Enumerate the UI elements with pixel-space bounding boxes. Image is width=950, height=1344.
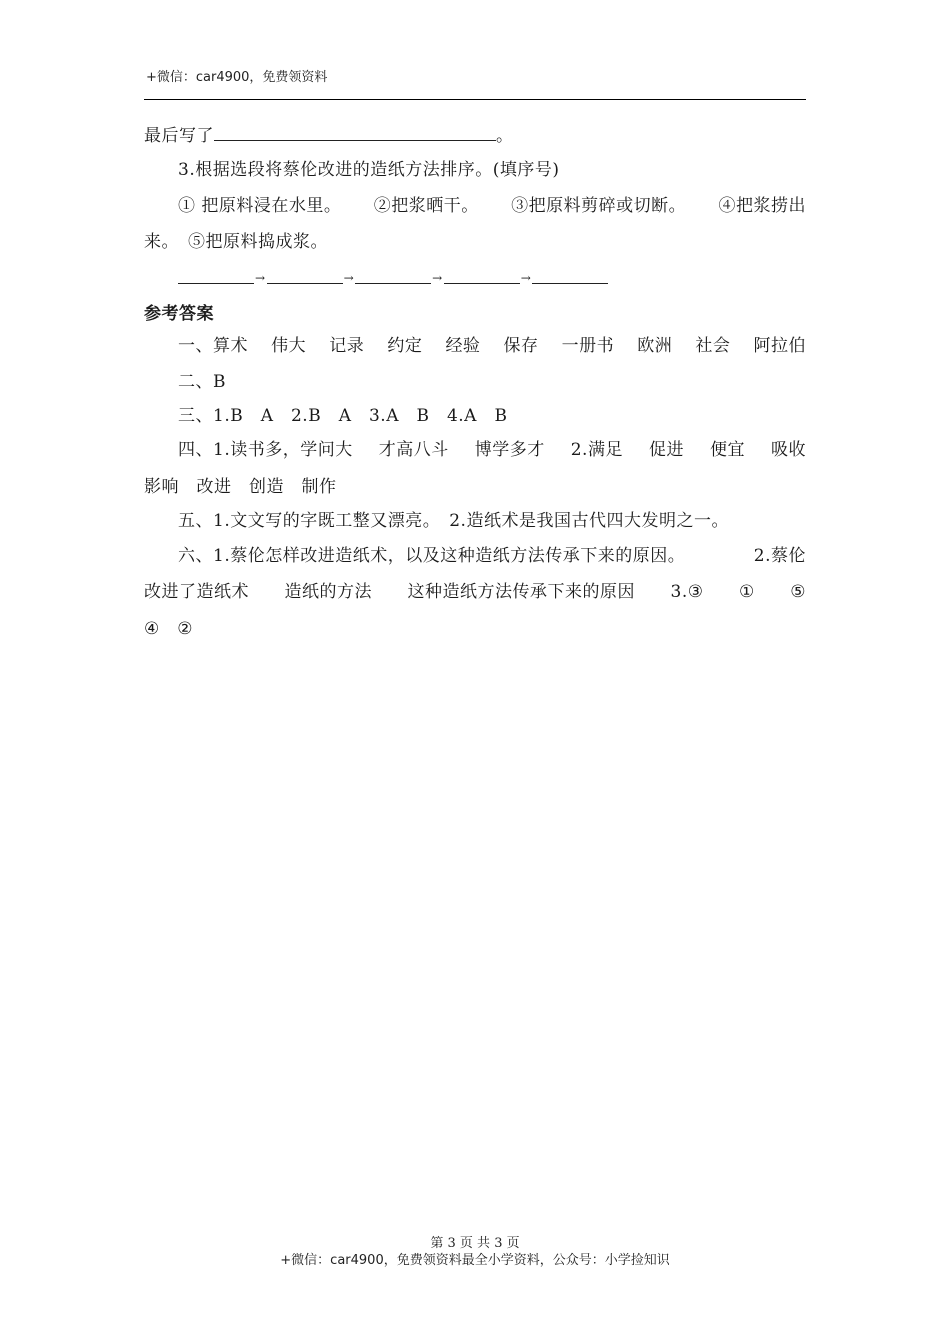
answer-one-item: 欧洲 [637,336,673,356]
answer-six-item: ① [738,582,755,602]
answer-six-line1 [178,544,806,568]
sequence-blank-3[interactable] [355,267,431,284]
sequence-blank-1[interactable] [178,267,254,284]
page-number: 第 3 页 共 3 页 [430,1236,520,1251]
sequence-blank-5[interactable] [532,267,608,284]
answer-six-line3: ④ ② [144,619,193,639]
answer-one-item: 一、算术 [178,336,248,356]
last-written-suffix: 。 [496,126,514,146]
option-4-tail: 来。 [144,232,171,252]
answer-four-item: 四、1.读书多，学问大 [178,440,353,460]
answer-one-item: 保存 [503,336,539,356]
arrow-icon: → [432,271,443,285]
arrow-icon: → [343,271,355,285]
answer-blank[interactable] [214,124,496,141]
header-contact: +微信：car4900，免费领资料 [146,70,328,85]
answer-six-item: 六、1.蔡伦怎样改进造纸术，以及这种造纸方法传承下来的原因。 [178,546,686,566]
answer-four-item: 博学多才 [474,440,545,460]
answer-four-line1 [178,438,806,462]
answer-six-line2 [144,580,806,604]
arrow-icon: → [520,271,532,285]
option-2: ②把浆晒干。 [373,196,479,216]
option-1: ① 把原料浸在水里。 [178,196,342,216]
answer-six-item: 改进了造纸术 [144,582,249,602]
answer-six-item: ⑤ [790,582,806,602]
answer-one-item: 伟大 [271,336,307,356]
answer-four-item: 便宜 [709,440,745,460]
answer-two: 二、B [178,372,226,392]
answer-six-item: 3.③ [670,582,704,602]
answer-four-line2: 影响 改进 创造 制作 [144,477,337,497]
answer-one-item: 约定 [387,336,423,356]
q3-options-line2 [144,230,328,254]
q3-prompt: 3.根据选段将蔡伦改进的造纸方法排序。(填序号) [178,160,560,180]
answer-one [178,334,806,358]
answer-four-item: 促进 [648,440,684,460]
sequence-blank-4[interactable] [444,267,520,284]
option-4: ④把浆捞出 [718,196,806,216]
header-divider [144,99,806,100]
answer-six-item: 造纸的方法 [284,582,372,602]
answer-one-item: 阿拉伯 [753,336,806,356]
answer-four-item: 吸收 [770,440,806,460]
last-written-line [144,124,514,148]
answer-one-item: 记录 [329,336,365,356]
answer-one-item: 社会 [695,336,731,356]
answer-five: 五、1.文文写的字既工整又漂亮。 2.造纸术是我国古代四大发明之一。 [178,511,729,531]
answer-six-item: 2.蔡伦 [753,546,806,566]
footer-note: +微信：car4900，免费领资料最全小学资料，公众号：小学捡知识 [280,1253,670,1268]
answer-one-item: 一册书 [561,336,615,356]
sequence-blank-2[interactable] [267,267,343,284]
answer-three: 三、1.B A 2.B A 3.A B 4.A B [178,406,508,426]
answer-four-item: 2.满足 [570,440,623,460]
arrow-icon: → [255,271,266,285]
answer-one-item: 经验 [445,336,481,356]
option-3: ③把原料剪碎或切断。 [511,196,687,216]
option-5: ⑤把原料捣成浆。 [188,232,328,252]
last-written-prefix: 最后写了 [144,126,214,146]
sequence-blanks [178,266,608,291]
answer-four-item: 才高八斗 [378,440,449,460]
q3-options-line1 [178,194,806,218]
answer-six-item: 这种造纸方法传承下来的原因 [407,582,635,602]
answers-title: 参考答案 [144,304,214,324]
